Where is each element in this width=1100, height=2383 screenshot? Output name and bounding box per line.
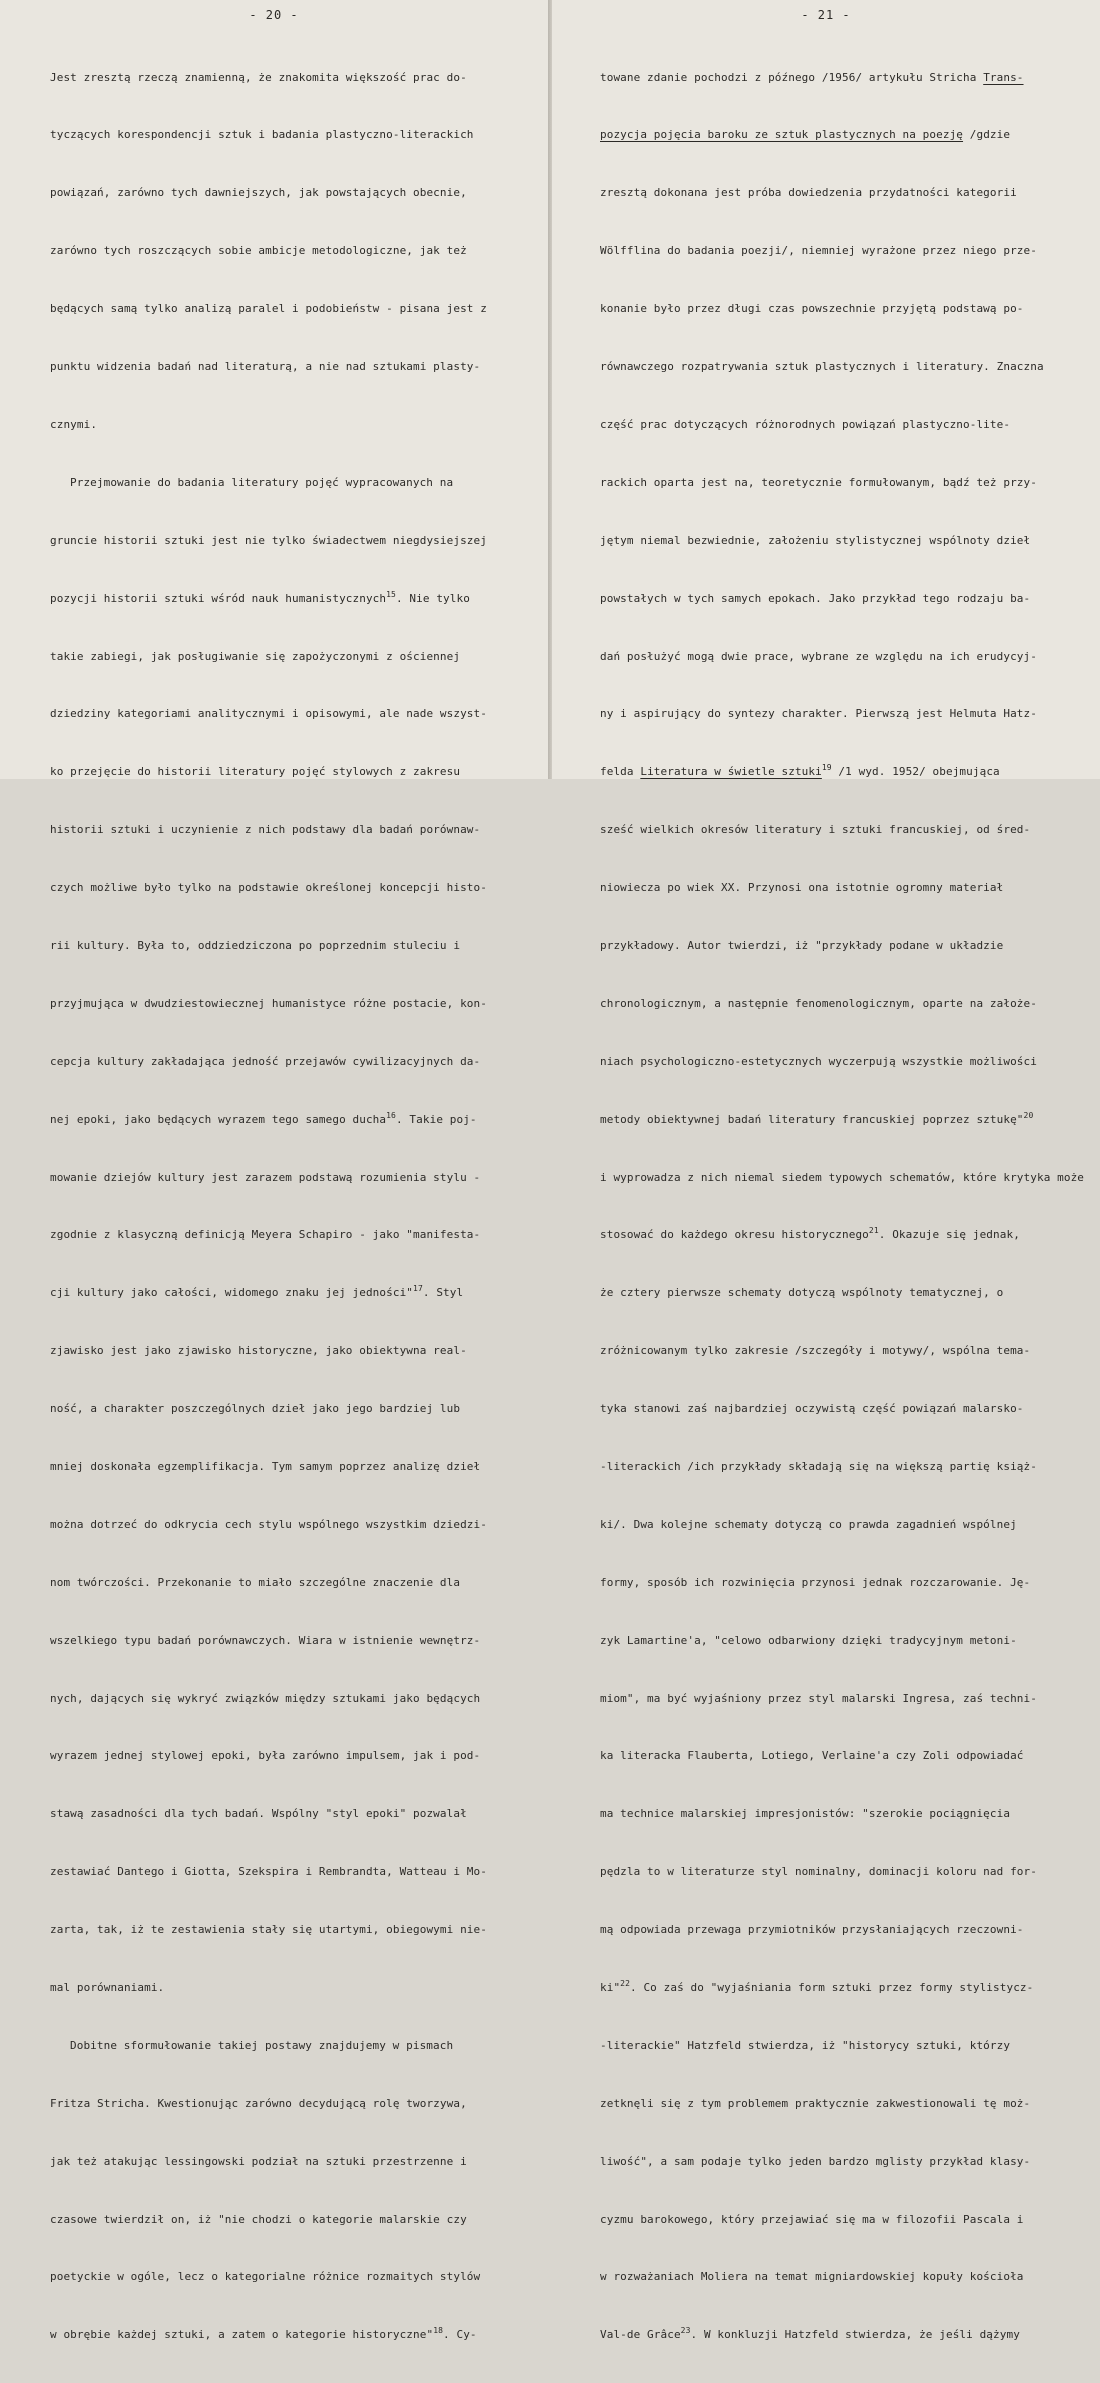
text-line xyxy=(50,589,487,608)
text-line: zarówno tych roszczących sobie ambicje metodologiczne, jak też xyxy=(50,244,467,258)
text-fragment: . Nie tylko xyxy=(395,591,470,605)
article-title-part: pozycja pojęcia baroku ze sztuk plastycznych na poezję xyxy=(600,128,964,142)
text-line: tyczących korespondencji sztuk i badania plastyczno-literackich xyxy=(50,128,474,142)
text-line: miom", ma być wyjaśniony przez styl malarski Ingresa, zaś techni- xyxy=(600,1691,1037,1705)
text-line: Wölfflina do badania poezji/, niemniej wyrażone przez niego prze- xyxy=(600,244,1037,258)
text-line: mniej doskonała egzemplifikacja. Tym samym poprzez analizę dzieł xyxy=(50,1459,481,1473)
footnote-ref-22[interactable]: 22 xyxy=(620,1978,631,1988)
text-line: będących samą tylko analizą paralel i podobieństw - pisana jest z xyxy=(50,302,487,316)
text-fragment: . Cy- xyxy=(443,2328,477,2342)
text-line: niach psychologiczno-estetycznych wyczerpują wszystkie możliwości xyxy=(600,1054,1037,1068)
text-fragment: w obrębie każdej sztuki, a zatem o kategorie historyczne" xyxy=(50,2328,434,2342)
text-line xyxy=(600,2325,1084,2344)
text-line: sześć wielkich okresów literatury i sztuki francuskiej, od śred- xyxy=(600,823,1031,837)
text-line xyxy=(600,125,1084,144)
footnote-ref-19[interactable]: 19 xyxy=(821,763,832,773)
text-line: ma technice malarskiej impresjonistów: "szerokie pociągnięcia xyxy=(600,1807,1011,1821)
text-line xyxy=(600,1225,1084,1244)
text-line: mal porównaniami. xyxy=(50,1980,165,1994)
footnote-ref-23[interactable]: 23 xyxy=(680,2326,691,2336)
text-line: mowanie dziejów kultury jest zarazem podstawą rozumienia stylu - xyxy=(50,1170,481,1184)
text-line: ko przejęcie do historii literatury pojęć stylowych z zakresu xyxy=(50,765,461,779)
text-fragment: towane zdanie pochodzi z późnego /1956/ artykułu Stricha xyxy=(600,70,984,84)
text-line: równawczego rozpatrywania sztuk plastycznych i literatury. Znaczna xyxy=(600,360,1044,374)
text-line: gruncie historii sztuki jest nie tylko świadectwem niegdysiejszej xyxy=(50,533,487,547)
footnote-ref-17[interactable]: 17 xyxy=(413,1284,423,1294)
text-line: Jest zresztą rzeczą znamienną, że znakomita większość prac do- xyxy=(50,70,467,84)
text-line: czasowe twierdził on, iż "nie chodzi o kategorie malarskie czy xyxy=(50,2212,467,2226)
text-line xyxy=(50,1283,487,1302)
text-line: zróżnicowanym tylko zakresie /szczegóły i motywy/, wspólna tema- xyxy=(600,1344,1031,1358)
text-line xyxy=(600,762,1084,781)
text-line xyxy=(600,1978,1084,1997)
text-fragment: . Okazuje się jednak, xyxy=(878,1228,1020,1242)
text-fragment: stosować do każdego okresu historycznego xyxy=(600,1228,869,1242)
text-line xyxy=(50,1110,487,1129)
text-line: tyka stanowi zaś najbardziej oczywistą część powiązań malarsko- xyxy=(600,1402,1024,1416)
text-line: historii sztuki i uczynienie z nich podstawy dla badań porównaw- xyxy=(50,823,481,837)
text-fragment: Val-de Grâce xyxy=(600,2328,681,2342)
text-line: liwość", a sam podaje tylko jeden bardzo mglisty przykład klasy- xyxy=(600,2154,1031,2168)
text-line: chronologicznym, a następnie fenomenologicznym, oparte na założe- xyxy=(600,996,1037,1010)
text-line: zresztą dokonana jest próba dowiedzenia przydatności kategorii xyxy=(600,186,1017,200)
footnote-ref-21[interactable]: 21 xyxy=(868,1226,879,1236)
footnote-ref-20[interactable]: 20 xyxy=(1023,1110,1034,1120)
left-page-text xyxy=(50,29,487,2383)
left-page xyxy=(0,0,548,2342)
text-line: przyjmująca w dwudziestowiecznej humanistyce różne postacie, kon- xyxy=(50,996,487,1010)
text-line xyxy=(50,2325,487,2344)
text-line: zgodnie z klasyczną definicją Meyera Schapiro - jako "manifesta- xyxy=(50,1228,481,1242)
text-fragment: /1 wyd. 1952/ obejmująca xyxy=(831,765,1000,779)
text-fragment: . Takie poj- xyxy=(395,1112,477,1126)
text-fragment: ki" xyxy=(600,1980,621,1994)
text-line: zarta, tak, iż te zestawienia stały się utartymi, obiegowymi nie- xyxy=(50,1923,487,1937)
text-fragment: felda xyxy=(600,765,641,779)
footnote-ref-16[interactable]: 16 xyxy=(386,1110,396,1120)
text-line: powiązań, zarówno tych dawniejszych, jak powstających obecnie, xyxy=(50,186,467,200)
right-page xyxy=(552,0,1100,2342)
text-line: dań posłużyć mogą dwie prace, wybrane ze względu na ich erudycyj- xyxy=(600,649,1037,663)
text-line: dziedziny kategoriami analitycznymi i opisowymi, ale nade wszyst- xyxy=(50,707,487,721)
text-line: zestawiać Dantego i Giotta, Szekspira i Rembrandta, Watteau i Mo- xyxy=(50,1865,487,1879)
text-line: w rozważaniach Moliera na temat migniardowskiej kopuły kościoła xyxy=(600,2270,1024,2284)
text-line: rii kultury. Była to, oddziedziczona po poprzednim stuleciu i xyxy=(50,938,461,952)
text-fragment: . W konkluzji Hatzfeld stwierdza, że jeśli dążymy xyxy=(690,2328,1020,2342)
text-line: że cztery pierwsze schematy dotyczą wspólnoty tematycznej, o xyxy=(600,1286,1004,1300)
text-fragment: cji kultury jako całości, widomego znaku jej jedności" xyxy=(50,1286,414,1300)
text-line: punktu widzenia badań nad literaturą, a nie nad sztukami plasty- xyxy=(50,360,481,374)
text-line: Fritza Stricha. Kwestionując zarówno decydującą rolę tworzywa, xyxy=(50,2096,467,2110)
text-line: ka literacka Flauberta, Lotiego, Verlaine'a czy Zoli odpowiadać xyxy=(600,1749,1024,1763)
text-line: konanie było przez długi czas powszechnie przyjętą podstawą po- xyxy=(600,302,1024,316)
text-fragment: metody obiektywnej badań literatury francuskiej poprzez sztukę" xyxy=(600,1112,1024,1126)
text-line xyxy=(600,1110,1084,1129)
text-line: jętym niemal bezwiednie, założeniu stylistycznej wspólnoty dzieł xyxy=(600,533,1031,547)
text-fragment: /gdzie xyxy=(963,128,1011,142)
text-line: Dobitne sformułowanie takiej postawy znajdujemy w pismach xyxy=(70,2038,454,2052)
text-line: formy, sposób ich rozwinięcia przynosi jednak rozczarowanie. Ję- xyxy=(600,1575,1031,1589)
text-line: wszelkiego typu badań porównawczych. Wiara w istnienie wewnętrz- xyxy=(50,1633,481,1647)
text-line: zetknęli się z tym problemem praktycznie zakwestionowali tę moż- xyxy=(600,2096,1031,2110)
footnote-ref-18[interactable]: 18 xyxy=(433,2326,444,2336)
book-title: Literatura w świetle sztuki xyxy=(640,765,822,779)
text-line: poetyckie w ogóle, lecz o kategorialne różnice rozmaitych stylów xyxy=(50,2270,481,2284)
text-fragment: pozycji historii sztuki wśród nauk humanistycznych xyxy=(50,591,387,605)
text-fragment: . Styl xyxy=(422,1286,464,1300)
text-fragment: nej epoki, jako będących wyrazem tego samego ducha xyxy=(50,1112,387,1126)
text-line: ki/. Dwa kolejne schematy dotyczą co prawda zagadnień wspólnej xyxy=(600,1517,1017,1531)
text-line: -literackie" Hatzfeld stwierdza, iż "historycy sztuki, którzy xyxy=(600,2038,1011,2052)
text-line: rackich oparta jest na, teoretycznie formułowanym, bądź też przy- xyxy=(600,475,1037,489)
text-line: cyzmu barokowego, który przejawiać się ma w filozofii Pascala i xyxy=(600,2212,1024,2226)
text-line: można dotrzeć do odkrycia cech stylu wspólnego wszystkim dziedzi- xyxy=(50,1517,487,1531)
text-line: jak też atakując lessingowski podział na sztuki przestrzenne i xyxy=(50,2154,467,2168)
text-fragment: . Co zaś do "wyjaśniania form sztuki przez formy stylistycz- xyxy=(630,1980,1034,1994)
text-line: stawą zasadności dla tych badań. Wspólny "styl epoki" pozwalał xyxy=(50,1807,467,1821)
text-line: nom twórczości. Przekonanie to miało szczególne znaczenie dla xyxy=(50,1575,461,1589)
text-line: zyk Lamartine'a, "celowo odbarwiony dzięki tradycyjnym metoni- xyxy=(600,1633,1017,1647)
text-line: pędzla to w literaturze styl nominalny, dominacji koloru nad for- xyxy=(600,1865,1037,1879)
footnote-ref-15[interactable]: 15 xyxy=(386,589,396,599)
text-line: cepcja kultury zakładająca jedność przejawów cywilizacyjnych da- xyxy=(50,1054,481,1068)
text-line: powstałych w tych samych epokach. Jako przykład tego rodzaju ba- xyxy=(600,591,1031,605)
text-line: cznymi. xyxy=(50,417,98,431)
text-line xyxy=(600,68,1084,87)
text-line: niowiecza po wiek XX. Przynosi ona istotnie ogromny materiał xyxy=(600,881,1004,895)
text-line: mą odpowiada przewaga przymiotników przysłaniających rzeczowni- xyxy=(600,1923,1024,1937)
text-line: i wyprowadza z nich niemal siedem typowych schematów, które krytyka może xyxy=(600,1170,1085,1184)
page-number-right: - 21 - xyxy=(801,8,851,22)
right-page-text xyxy=(600,29,1084,2383)
text-line: ność, a charakter poszczególnych dzieł jako jego bardziej lub xyxy=(50,1402,461,1416)
text-line: nych, dających się wykryć związków między sztukami jako będących xyxy=(50,1691,481,1705)
text-line: wyrazem jednej stylowej epoki, była zarówno impulsem, jak i pod- xyxy=(50,1749,481,1763)
text-line: takie zabiegi, jak posługiwanie się zapożyczonymi z ościennej xyxy=(50,649,461,663)
text-line: ny i aspirujący do syntezy charakter. Pierwszą jest Helmuta Hatz- xyxy=(600,707,1037,721)
text-line: czych możliwe było tylko na podstawie określonej koncepcji histo- xyxy=(50,881,487,895)
article-title-part: Trans- xyxy=(983,70,1024,84)
text-line: Przejmowanie do badania literatury pojęć wypracowanych na xyxy=(70,475,454,489)
text-line: zjawisko jest jako zjawisko historyczne, jako obiektywna real- xyxy=(50,1344,467,1358)
page-number-left: - 20 - xyxy=(249,8,299,22)
text-line: -literackich /ich przykłady składają się na większą partię książ- xyxy=(600,1459,1037,1473)
text-line: przykładowy. Autor twierdzi, iż "przykłady podane w układzie xyxy=(600,938,1004,952)
text-line: część prac dotyczących różnorodnych powiązań plastyczno-lite- xyxy=(600,417,1011,431)
